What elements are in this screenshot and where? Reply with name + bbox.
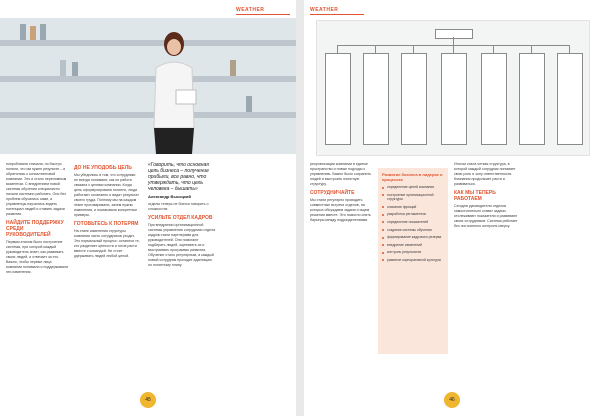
list-item: описание функций [382,205,444,210]
left-column-1 [6,162,68,277]
header-rule [310,14,364,15]
subheading: ДО НЕ УПОДОБЬ ЦЕЛЬ [74,165,132,171]
list-item: определение целей компании [382,185,444,190]
paragraph: На этапе изменения структуры компании часть сотрудников уходит. Это нормальный процесс: остаются те, кто разделяет ценности и готов расти вместе с командой. Не стоит удерживать людей любой ценой. [74,229,140,258]
paragraph: Итогом стала четкая структура, в которой каждый сотрудник понимает свою роль и зону ответственности. Компания продолжает расти и развиваться. [454,162,516,186]
paragraph: реорганизации компании в единое пространство и новые подходы к управлению. Важно было сохранить людей и выстроить понятную структуру. [310,162,372,186]
list-item: развитие корпоративной культуры [382,258,444,263]
list-item: формирование кадрового резерва [382,235,444,240]
right-page [304,0,600,416]
subheading: ГОТОВЬТЕСЬ К ПОТЕРЯМ [74,221,139,227]
list-item: создание системы обучения [382,228,444,233]
list-item: построение организационной структуры [382,193,444,202]
pull-quote: «Говорить, что основная цель бизнеса – получение прибыли, все равно, что утверждать, что цель человека – дышать» [148,162,209,192]
paragraph: Мы убедились в том, что сотрудники не всегда понимают, как их работа связана с целями компании. Когда цель сформулирована понятно, люди работают осознанно и видят результат своего труда. Поэтому мы на каждом этапе проговаривали, зачем нужны изменения, и показывали конкретные примеры. [74,173,139,217]
subheading: СОТРУДНИЧАЙТЕ [310,190,355,196]
paragraph: попробовали сначала, но быстро поняли, что им нужен результат – и обратились к консалтинговой компании. Это и стало переломным моментом. С внедрением новой системы обучения специалисты начали системно работать. Они без проблем обучались сами, а управленцы научились видеть потенциал людей и ставить задачи развития. [6,162,67,216]
paragraph: При внедрении организационной системы управления сотрудники отдела кадров стали партнерами для руководителей. Они помогают подбирать людей, оценивать их и выстраивать программы развития. Обучение стало регулярным, а каждый новый сотрудник проходит адаптацию по понятному плану. [148,223,216,267]
list-item: разработка регламентов [382,212,444,217]
list-item: внедрение изменений [382,243,444,248]
section-tag: WEATHER [236,7,265,13]
sidebar-title: Развитие бизнеса в лидерах и процессах [382,172,443,182]
paragraph: Мы стали регулярно проводить совместные встречи отделов, на которых обсуждаем задачи и ищем решения вместе. Это помогло снять барьеры между подразделениями. [310,198,371,222]
paragraph: Первым этапом было построение системы, при которой каждый руководитель знает, как развивать своих людей, и отвечает за это. Важно, чтобы первые лица компании понимали и поддерживали эти изменения. [6,240,68,274]
left-column-3 [148,162,216,270]
woman-figure [146,28,202,154]
subheading: УСИЛЬТЕ ОТДЕЛ КАДРОВ [148,215,213,221]
paragraph: отделы теперь не боятся говорить о сложностях. [148,202,209,211]
header-rule [236,14,290,15]
subheading: КАК МЫ ТЕПЕРЬ РАБОТАЕМ [454,190,496,202]
right-column-1 [310,162,374,225]
list-item: определение показателей [382,220,444,225]
subheading: НАЙДИТЕ ПОДДЕРЖКУ СРЕДИ РУКОВОДИТЕЛЕЙ [6,220,64,238]
left-column-2 [74,162,140,261]
section-tag: WEATHER [310,7,339,13]
org-chart-photo [316,20,590,156]
right-column-3 [454,162,520,231]
left-page [0,0,296,416]
paragraph: Сегодня руководители отделов самостоятельно ставят задачи, отслеживают показатели и развивают своих сотрудников. Система работает без постоянного контроля сверху. [454,204,518,228]
sidebar-list [382,185,444,263]
office-photo [0,18,296,154]
page-number: 45 [140,392,156,408]
process-sidebar [378,168,448,354]
quote-author: Александр Высоцкий [148,194,191,199]
page-number: 46 [444,392,460,408]
list-item: контроль результатов [382,250,444,255]
